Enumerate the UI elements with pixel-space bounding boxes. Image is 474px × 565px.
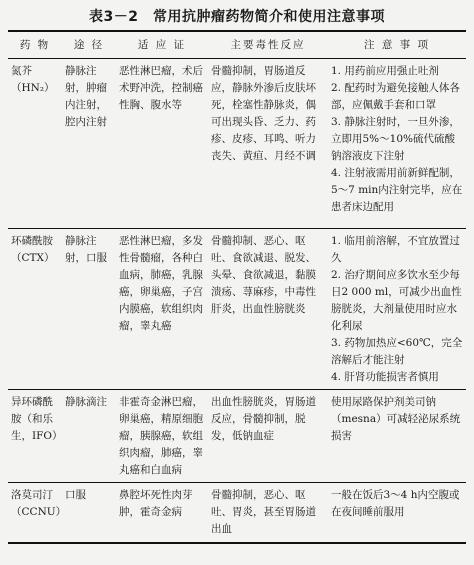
indication-cell: 鼻腔坏死性肉芽肿，霍奇金病 [119, 489, 193, 518]
table-row [8, 59, 466, 229]
drug-name-cell: 氮芥（HN₂） [11, 65, 55, 94]
indication-cell: 非霍奇金淋巴瘤，卵巢癌，精原细胞瘤，胰腺癌，软组织肉瘤，肺癌，睾丸癌和白血病 [119, 396, 203, 476]
indication-cell: 恶性淋巴瘤，多发性骨髓瘤，各种白血病，肺癌，乳腺癌，卵巢癌，子宫内膜癌，软组织肉瘤，睾丸癌 [119, 235, 203, 332]
note-item: 2. 配药时为避免接触人体各部，应佩戴手套和口罩 [331, 82, 460, 111]
table-header-row [8, 31, 466, 59]
note-item: 一般在饭后3～4 h内空腹或在夜间睡前服用 [331, 489, 460, 518]
table-title: 表3－2 常用抗肿瘤药物简介和使用注意事项 [89, 9, 385, 25]
header-notes: 注 意 事 项 [363, 38, 430, 51]
toxicity-cell: 骨髓抑制、恶心、呕吐、食欲减退、脱发、头晕、食欲减退，黏膜溃疡、荨麻疹，中毒性肝炎，出血性膀胱炎 [211, 235, 316, 315]
indication-cell: 恶性淋巴瘤，术后术野冲洗，控制癌性胸、腹水等 [119, 65, 203, 111]
header-toxicity: 主要毒性反应 [230, 38, 306, 51]
route-cell: 静脉注射，口服 [65, 235, 107, 264]
header-route: 途 径 [73, 38, 105, 51]
notes-cell [328, 59, 466, 229]
drug-name-cell: 异环磷酰胺（和乐生，IFO） [11, 396, 63, 442]
table-row [8, 483, 466, 544]
table-row [8, 229, 466, 390]
route-cell: 口服 [65, 489, 86, 501]
note-item: 3. 药物加热应<60℃，完全溶解后才能注射 [331, 337, 463, 366]
notes-cell [328, 229, 466, 390]
table-row [8, 390, 466, 483]
toxicity-cell: 骨髓抑制，恶心、呕吐、胃炎，甚至胃肠道出血 [211, 489, 316, 535]
header-drug: 药 物 [19, 38, 51, 51]
notes-cell [328, 390, 466, 483]
note-item: 2. 治疗期间应多饮水至少每日2 000 ml，可减少出血性膀胱炎，大剂量使用时应水化利尿 [331, 269, 462, 332]
note-item: 4. 肝肾功能损害者慎用 [331, 371, 439, 383]
note-item: 使用尿路保护剂美司钠（mesna）可减轻泌尿系统损害 [331, 396, 461, 442]
toxicity-cell: 出血性膀胱炎，胃肠道反应，骨髓抑制，脱发，低钠血症 [211, 396, 316, 442]
note-item: 3. 静脉注射时，一旦外渗，立即用5%～10%硫代硫酸钠溶液皮下注射 [331, 116, 460, 162]
drug-name-cell: 洛莫司汀（CCNU） [11, 489, 67, 518]
drug-table [8, 30, 466, 544]
note-item: 1. 用药前应用强止吐剂 [331, 65, 439, 77]
route-cell: 静脉注射，肿瘤内注射，腔内注射 [65, 65, 107, 128]
toxicity-cell: 骨髓抑制，胃肠道反应，静脉外渗后皮肤坏死，栓塞性静脉炎，偶可出现头昏、乏力、药疹、皮疹、耳鸣、听力丧失、黄疸、月经不调 [211, 65, 316, 162]
notes-cell [328, 483, 466, 544]
note-item: 4. 注射液需用前新鲜配制，5～7 min内注射完毕，应在患者床边配用 [331, 167, 463, 213]
note-item: 1. 临用前溶解，不宜放置过久 [331, 235, 460, 264]
header-indication: 适 应 证 [137, 38, 187, 51]
route-cell: 静脉滴注 [65, 396, 107, 408]
drug-name-cell: 环磷酰胺（CTX） [11, 235, 55, 264]
